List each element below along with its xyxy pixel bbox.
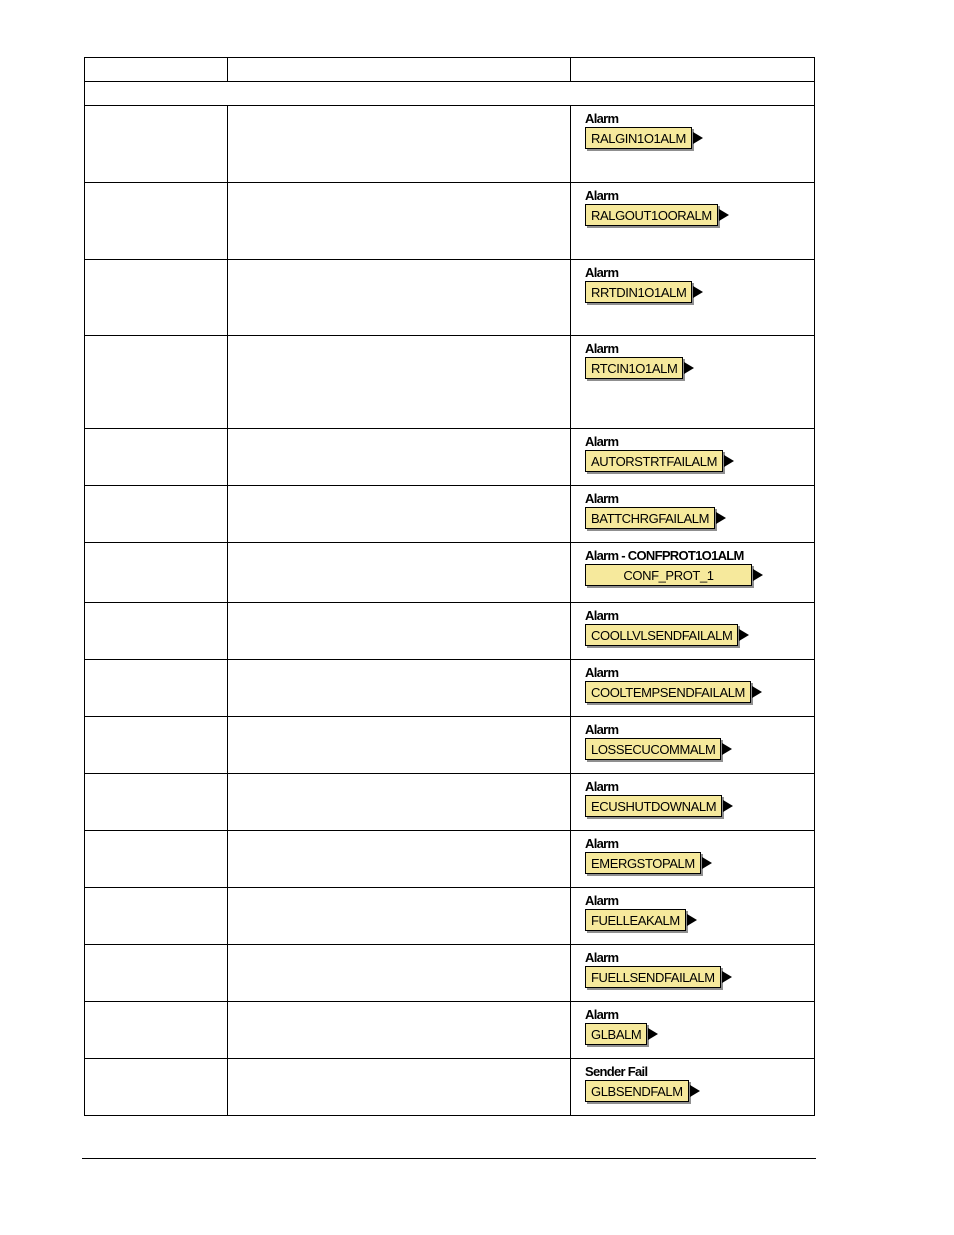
alarm-block: RRTDIN1O1ALM xyxy=(585,281,692,303)
logic-cell xyxy=(571,106,815,183)
output-arrow-icon xyxy=(722,743,732,755)
table-header-row xyxy=(85,58,815,82)
name-cell xyxy=(85,543,228,603)
output-arrow-icon xyxy=(739,629,749,641)
logic-cell xyxy=(571,429,815,486)
logic-block xyxy=(571,717,814,761)
alarm-block: COOLLVLSENDFAILALM xyxy=(585,624,738,646)
logic-block xyxy=(571,106,814,150)
table-row xyxy=(85,888,815,945)
name-cell xyxy=(85,429,228,486)
header-cell xyxy=(85,58,228,82)
alarm-block: FUELLEAKALM xyxy=(585,909,686,931)
logic-block xyxy=(571,660,814,704)
block-label: Alarm xyxy=(585,491,619,506)
logic-block xyxy=(571,429,814,473)
name-cell xyxy=(85,603,228,660)
logic-block xyxy=(571,888,814,932)
block-label: Alarm xyxy=(585,1007,619,1022)
output-arrow-icon xyxy=(724,455,734,467)
output-arrow-icon xyxy=(648,1028,658,1040)
name-cell xyxy=(85,1059,228,1116)
table-row xyxy=(85,106,815,183)
output-arrow-icon xyxy=(719,209,729,221)
block-label: Alarm xyxy=(585,836,619,851)
logic-cell xyxy=(571,888,815,945)
alarm-block: GLBALM xyxy=(585,1023,647,1045)
logic-block xyxy=(571,336,814,380)
block-label: Alarm xyxy=(585,434,619,449)
alarm-block: RALGOUT1OORALM xyxy=(585,204,718,226)
block-label: Alarm xyxy=(585,665,619,680)
alarm-block: RTCIN1O1ALM xyxy=(585,357,683,379)
block-label: Alarm xyxy=(585,265,619,280)
table-row xyxy=(85,1002,815,1059)
name-cell xyxy=(85,260,228,336)
table-row xyxy=(85,336,815,429)
output-arrow-icon xyxy=(687,914,697,926)
block-label: Alarm xyxy=(585,188,619,203)
table-row xyxy=(85,945,815,1002)
table-row xyxy=(85,603,815,660)
logic-block xyxy=(571,603,814,647)
logic-block xyxy=(571,945,814,989)
logic-cell xyxy=(571,260,815,336)
output-arrow-icon xyxy=(753,569,763,581)
block-label: Alarm xyxy=(585,722,619,737)
description-cell xyxy=(228,603,571,660)
description-cell xyxy=(228,1002,571,1059)
description-cell xyxy=(228,260,571,336)
output-arrow-icon xyxy=(722,971,732,983)
name-cell xyxy=(85,336,228,429)
table-row xyxy=(85,717,815,774)
output-arrow-icon xyxy=(702,857,712,869)
footer-divider xyxy=(82,1158,816,1159)
header-cell xyxy=(228,58,571,82)
logic-cell xyxy=(571,1059,815,1116)
logic-cell xyxy=(571,183,815,260)
description-cell xyxy=(228,183,571,260)
name-cell xyxy=(85,888,228,945)
alarm-block: AUTORSTRTFAILALM xyxy=(585,450,723,472)
name-cell xyxy=(85,183,228,260)
alarm-block: ECUSHUTDOWNALM xyxy=(585,795,722,817)
table-row xyxy=(85,486,815,543)
description-cell xyxy=(228,888,571,945)
logic-block xyxy=(571,486,814,530)
logic-cell xyxy=(571,945,815,1002)
alarm-block: LOSSECUCOMMALM xyxy=(585,738,721,760)
logic-block xyxy=(571,1002,814,1046)
description-cell xyxy=(228,429,571,486)
logic-block xyxy=(571,1059,814,1103)
name-cell xyxy=(85,774,228,831)
table-row xyxy=(85,543,815,603)
block-label: Alarm xyxy=(585,111,619,126)
alarm-block: COOLTEMPSENDFAILALM xyxy=(585,681,751,703)
logic-cell xyxy=(571,774,815,831)
output-arrow-icon xyxy=(723,800,733,812)
block-label: Alarm xyxy=(585,893,619,908)
output-arrow-icon xyxy=(684,362,694,374)
table-row xyxy=(85,183,815,260)
table-row xyxy=(85,1059,815,1116)
output-arrow-icon xyxy=(716,512,726,524)
table-row xyxy=(85,831,815,888)
alarm-block: CONF_PROT_1 xyxy=(585,564,752,586)
output-arrow-icon xyxy=(690,1085,700,1097)
logic-cell xyxy=(571,660,815,717)
description-cell xyxy=(228,106,571,183)
alarm-logic-table xyxy=(84,57,815,1116)
logic-cell xyxy=(571,831,815,888)
logic-block xyxy=(571,831,814,875)
logic-cell xyxy=(571,486,815,543)
table-row xyxy=(85,260,815,336)
block-label: Alarm xyxy=(585,608,619,623)
description-cell xyxy=(228,543,571,603)
header-cell xyxy=(571,58,815,82)
name-cell xyxy=(85,106,228,183)
table-row xyxy=(85,429,815,486)
block-label: Alarm xyxy=(585,779,619,794)
alarm-block: EMERGSTOPALM xyxy=(585,852,701,874)
alarm-block: GLBSENDFALM xyxy=(585,1080,689,1102)
logic-block xyxy=(571,543,814,587)
name-cell xyxy=(85,486,228,543)
description-cell xyxy=(228,945,571,1002)
description-cell xyxy=(228,717,571,774)
block-label: Alarm xyxy=(585,950,619,965)
name-cell xyxy=(85,660,228,717)
description-cell xyxy=(228,1059,571,1116)
table-row xyxy=(85,660,815,717)
output-arrow-icon xyxy=(693,286,703,298)
logic-block xyxy=(571,183,814,227)
name-cell xyxy=(85,1002,228,1059)
block-label: Alarm xyxy=(585,341,619,356)
block-label: Alarm - CONFPROT1O1ALM xyxy=(585,548,744,563)
section-cell xyxy=(85,82,815,106)
description-cell xyxy=(228,831,571,888)
alarm-block: FUELLSENDFAILALM xyxy=(585,966,721,988)
description-cell xyxy=(228,774,571,831)
block-label: Sender Fail xyxy=(585,1064,648,1079)
alarm-block: RALGIN1O1ALM xyxy=(585,127,692,149)
logic-block xyxy=(571,774,814,818)
name-cell xyxy=(85,717,228,774)
logic-cell xyxy=(571,543,815,603)
logic-cell xyxy=(571,1002,815,1059)
logic-cell xyxy=(571,717,815,774)
description-cell xyxy=(228,660,571,717)
section-row xyxy=(85,82,815,106)
logic-block xyxy=(571,260,814,304)
logic-cell xyxy=(571,336,815,429)
table-row xyxy=(85,774,815,831)
alarm-block: BATTCHRGFAILALM xyxy=(585,507,715,529)
description-cell xyxy=(228,486,571,543)
output-arrow-icon xyxy=(693,132,703,144)
output-arrow-icon xyxy=(752,686,762,698)
name-cell xyxy=(85,945,228,1002)
name-cell xyxy=(85,831,228,888)
description-cell xyxy=(228,336,571,429)
logic-cell xyxy=(571,603,815,660)
